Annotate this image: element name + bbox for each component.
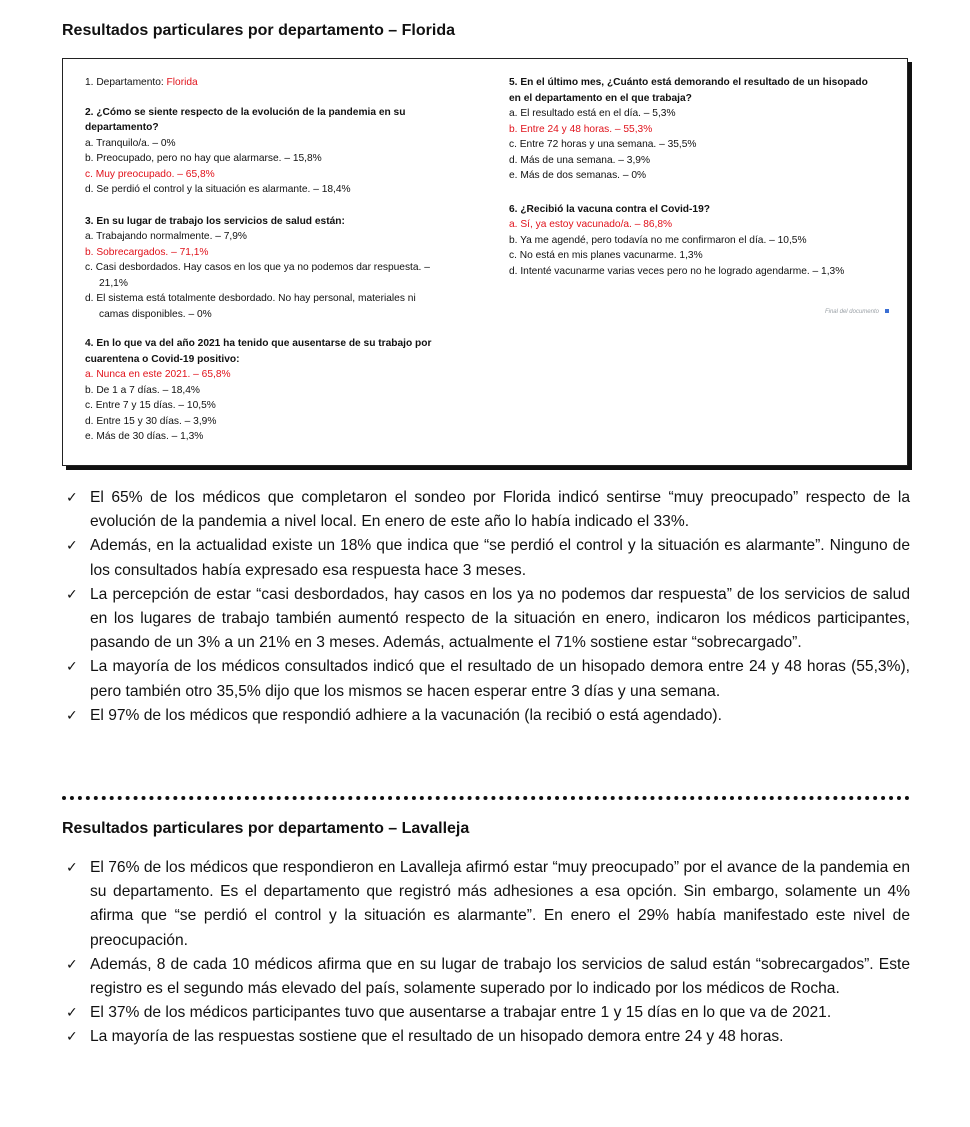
document-end-mark	[825, 305, 889, 321]
question-5-option-b: b. Entre 24 y 48 horas. – 55,3%	[509, 123, 653, 135]
question-6-option-a: a. Sí, ya estoy vacunado/a. – 86,8%	[509, 219, 673, 230]
check-icon: ✓	[66, 1029, 78, 1046]
question-4-option-e: e. Más de 30 días. – 1,3%	[85, 431, 204, 442]
check-icon: ✓	[66, 538, 78, 555]
check-icon: ✓	[66, 1005, 78, 1022]
section-divider	[62, 796, 910, 800]
document-end-label: Final del documento	[824, 309, 879, 315]
question-4-option-a: a. Nunca en este 2021. – 65,8%	[85, 369, 231, 380]
list-item	[66, 1025, 910, 1049]
question-5	[509, 75, 899, 184]
check-icon: ✓	[66, 707, 78, 724]
question-2-option-a: a. Tranquilo/a. – 0%	[85, 137, 176, 149]
question-6-option-d: d. Intenté vacunarme varias veces pero no he logrado agendarme. – 1,3%	[509, 265, 845, 277]
question-2-title: 2. ¿Cómo se siente respecto de la evolución de la pandemia en su	[85, 106, 406, 118]
question-2-option-c: c. Muy preocupado. – 65,8%	[85, 168, 215, 180]
list-item-text: Además, 8 de cada 10 médicos afirma que en su lugar de trabajo los servicios de salud están “sobrecargados”. Este registro es el segundo más elevado del país, solamente superado por lo indicado por los médicos de Rocha.	[90, 955, 910, 998]
question-5-option-a: a. El resultado está en el día. – 5,3%	[509, 108, 676, 119]
question-2-option-d: d. Se perdió el control y la situación es alarmante. – 18,4%	[85, 184, 351, 195]
question-1	[85, 75, 455, 91]
list-item-text: La percepción de estar “casi desbordados, hay casos en los ya no podemos dar respuesta” de los servicios de salud en los lugares de trabajo también aumentó respecto de la situación en enero, indicaron los médicos participantes, pasando de un 3% a un 21% en 3 meses. Además, actualmente el 71% sostiene estar “sobrecargado”.	[90, 585, 910, 652]
list-item-text: Además, en la actualidad existe un 18% que indica que “se perdió el control y la situación es alarmante”. Ninguno de los consultados había expresado esa respuesta hace 3 meses.	[90, 537, 910, 579]
survey-left-column	[85, 75, 455, 445]
question-3-option-a: a. Trabajando normalmente. – 7,9%	[85, 231, 247, 242]
check-icon: ✓	[66, 659, 78, 676]
list-item	[66, 953, 910, 1001]
question-4-option-c: c. Entre 7 y 15 días. – 10,5%	[85, 400, 216, 411]
question-5-title: 5. En el último mes, ¿Cuánto está demorando el resultado de un hisopado	[509, 77, 868, 88]
list-item	[66, 534, 910, 582]
question-5-option-e: e. Más de dos semanas. – 0%	[509, 170, 647, 181]
check-icon: ✓	[66, 956, 78, 973]
section-title-florida: Resultados particulares por departamento – Florida	[62, 22, 455, 39]
survey-right-column	[509, 75, 899, 279]
list-item	[66, 486, 910, 534]
list-item-text: El 97% de los médicos que respondió adhiere a la vacunación (la recibió o está agendado).	[90, 706, 722, 724]
check-icon: ✓	[66, 860, 78, 876]
list-item-text: El 65% de los médicos que completaron el sondeo por Florida indicó sentirse “muy preocupado” respecto de la evolución de la pandemia a nivel local. En enero de este año lo había indicado el 33%.	[90, 489, 910, 531]
check-icon: ✓	[66, 586, 78, 603]
question-1-prefix: 1. Departamento:	[85, 77, 167, 88]
check-icon: ✓	[66, 490, 78, 506]
list-item	[66, 704, 910, 728]
question-4-title: 4. En lo que va del año 2021 ha tenido que ausentarse de su trabajo por	[85, 338, 432, 349]
list-item	[66, 655, 910, 703]
question-5-option-c: c. Entre 72 horas y una semana. – 35,5%	[509, 139, 697, 150]
question-4-option-b: b. De 1 a 7 días. – 18,4%	[85, 384, 200, 396]
list-item	[66, 856, 910, 953]
question-3	[85, 214, 455, 323]
question-6	[509, 202, 899, 280]
section-title-lavalleja: Resultados particulares por departamento – Lavalleja	[62, 820, 470, 837]
question-2	[85, 105, 455, 198]
question-4-option-d: d. Entre 15 y 30 días. – 3,9%	[85, 415, 217, 427]
question-5-option-d: d. Más de una semana. – 3,9%	[509, 154, 651, 166]
question-2-title-cont: departamento?	[85, 122, 159, 133]
question-6-option-b: b. Ya me agendé, pero todavía no me confirmaron el día. – 10,5%	[509, 234, 807, 246]
question-3-option-b: b. Sobrecargados. – 71,1%	[85, 246, 209, 258]
question-3-title: 3. En su lugar de trabajo los servicios de salud están:	[85, 215, 345, 227]
list-item	[66, 583, 910, 656]
list-item-text: La mayoría de los médicos consultados indicó que el resultado de un hisopado demora entre 24 y 48 horas (55,3%), pero también otro 35,5% dijo que los mismos se hacen esperar entre 3 días y una semana.	[90, 658, 910, 700]
list-item	[66, 1001, 910, 1025]
document-end-square-icon	[885, 309, 889, 313]
question-4-title-cont: cuarentena o Covid-19 positivo:	[85, 353, 240, 365]
list-item-text: La mayoría de las respuestas sostiene que el resultado de un hisopado demora entre 24 y 48 horas.	[90, 1028, 784, 1046]
question-5-title-cont: en el departamento en el que trabaja?	[509, 92, 692, 104]
question-3-option-d: d. El sistema está totalmente desbordado. No hay personal, materiales ni camas disponibles. – 0%	[85, 293, 416, 320]
question-4	[85, 336, 455, 445]
question-6-option-c: c. No está en mis planes vacunarme. 1,3%	[509, 250, 703, 261]
list-item-text: El 37% de los médicos participantes tuvo que ausentarse a trabajar entre 1 y 15 días en lo que va de 2021.	[90, 1004, 832, 1022]
florida-findings-list	[66, 486, 910, 728]
survey-results-box	[62, 58, 908, 466]
list-item-text: El 76% de los médicos que respondieron en Lavalleja afirmó estar “muy preocupado” por el avance de la pandemia en su departamento. Es el departamento que registró más adhesiones a esa opción. Sin embargo, solamente un 4% afirma que “se perdió el control y la situación es alarmante”. En enero el 29% había manifestado este nivel de preocupación.	[90, 859, 910, 949]
question-3-option-c: c. Casi desbordados. Hay casos en los que ya no podemos dar respuesta. – 21,1%	[85, 262, 430, 289]
question-2-option-b: b. Preocupado, pero no hay que alarmarse. – 15,8%	[85, 153, 322, 164]
question-1-value: Florida	[166, 77, 198, 88]
lavalleja-findings-list	[66, 856, 910, 1050]
question-6-title: 6. ¿Recibió la vacuna contra el Covid-19?	[509, 203, 710, 215]
